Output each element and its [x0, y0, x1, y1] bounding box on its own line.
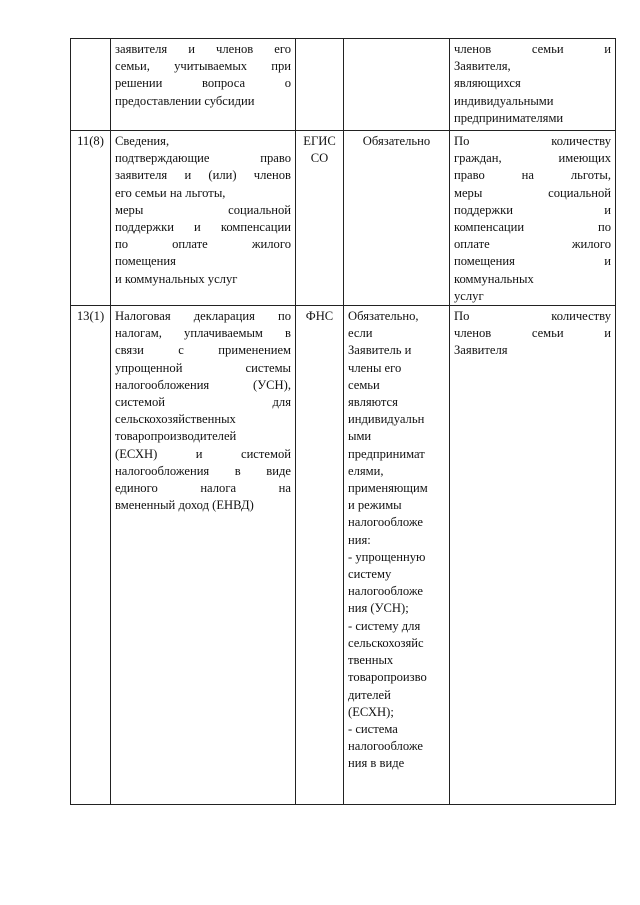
text-line: меры социальной [454, 185, 611, 200]
document-name-cell [111, 131, 296, 306]
source-cell [296, 39, 344, 131]
text-line: товаропроизводителей [115, 429, 237, 444]
text-line: ния: [348, 532, 371, 547]
text-line: (ЕСХН) и системой [115, 446, 291, 461]
text-line: индивидуальн [348, 412, 425, 427]
document-name-cell [111, 306, 296, 805]
text-line: применяющим [348, 481, 428, 496]
text-line: если [348, 326, 373, 341]
text-line: системой для [115, 395, 291, 410]
text-line: Заявитель и [348, 343, 412, 358]
text-line: дителей [348, 687, 391, 702]
text-line: и режимы [348, 498, 402, 513]
text-line: Обязательно, [348, 309, 419, 324]
table-row [71, 39, 616, 131]
text-line: товаропроизво [348, 670, 427, 685]
text-line: семьи [348, 377, 380, 392]
count-cell [450, 131, 616, 306]
document-name-cell [111, 39, 296, 131]
text-line: налогообложения в виде [115, 463, 291, 478]
text-line: налогообложения (УСН), [115, 377, 291, 392]
text-line: - система [348, 721, 398, 736]
text-line: ния (УСН); [348, 601, 409, 616]
text-line: члены его [348, 360, 402, 375]
text-line: Сведения, [115, 134, 170, 148]
text-line: По количеству [454, 134, 611, 148]
text-line: предоставлении субсидии [115, 93, 255, 108]
text-line: единого налога на [115, 481, 291, 496]
text-line: меры социальной [115, 202, 291, 217]
text-line: Налоговая декларация по [115, 309, 291, 324]
text-line: елями, [348, 463, 384, 478]
text-line: Заявителя [454, 343, 508, 358]
text-line: и коммунальных услуг [115, 271, 238, 286]
text-line: членов семьи и [454, 326, 611, 341]
table-row [71, 131, 616, 306]
text-line: По количеству [454, 309, 611, 324]
text-line: индивидуальными [454, 93, 554, 108]
text-line: Заявителя, [454, 59, 511, 74]
text-line: налогам, уплачиваемым в [115, 326, 291, 341]
text-line: вмененный доход (ЕНВД) [115, 498, 254, 513]
text-line: систему [348, 567, 392, 582]
text-line: сельскохозяйс [348, 635, 424, 650]
text-line: налогообложе [348, 739, 423, 754]
text-line: сельскохозяйственных [115, 412, 236, 427]
text-line: членов семьи и [454, 42, 611, 56]
text-line: (ЕСХН); [348, 704, 394, 719]
text-line: Обязательно [362, 134, 431, 148]
text-line: заявителя и (или) членов [115, 168, 291, 183]
text-line: - упрощенную [348, 549, 426, 564]
text-line: ыми [348, 429, 372, 444]
text-line: - систему для [348, 618, 421, 633]
text-line: решении вопроса о [115, 76, 291, 91]
text-line: связи с применением [115, 343, 291, 358]
table-row [71, 306, 616, 805]
text-line: ния в виде [348, 756, 405, 771]
text-line: помещения [115, 254, 176, 269]
text-line: по оплате жилого [115, 237, 291, 252]
text-line: поддержки и компенсации [115, 220, 291, 235]
source-cell: ФНС [296, 306, 344, 805]
count-cell [450, 306, 616, 805]
text-line: подтверждающие право [115, 151, 291, 166]
text-line: поддержки и [454, 202, 611, 217]
text-line: являются [348, 395, 398, 410]
text-line: твенных [348, 653, 394, 668]
row-number-cell: 13(1) [71, 306, 111, 805]
row-number-cell [71, 39, 111, 131]
count-cell [450, 39, 616, 131]
text-line: граждан, имеющих [454, 151, 611, 166]
text-line: предпринимат [348, 446, 425, 461]
text-line: услуг [454, 288, 484, 303]
requirement-cell [344, 131, 450, 306]
text-line: компенсации по [454, 220, 611, 235]
text-line: помещения и [454, 254, 611, 269]
text-line: предпринимателями [454, 110, 564, 125]
text-line: заявителя и членов его [115, 42, 291, 56]
text-line: право на льготы, [454, 168, 611, 183]
source-line: СО [310, 151, 329, 166]
row-number-cell: 11(8) [71, 131, 111, 306]
document-table [70, 38, 616, 805]
text-line: коммунальных [454, 271, 534, 286]
requirement-cell [344, 39, 450, 131]
text-line: его семьи на льготы, [115, 185, 226, 200]
requirement-cell [344, 306, 450, 805]
text-line: семьи, учитываемых при [115, 59, 291, 74]
source-line: ЕГИС [303, 134, 336, 148]
text-line: налогообложе [348, 515, 423, 530]
text-line: оплате жилого [454, 237, 611, 252]
text-line: являющихся [454, 76, 521, 91]
text-line: упрощенной системы [115, 360, 291, 375]
source-cell [296, 131, 344, 306]
text-line: налогообложе [348, 584, 423, 599]
